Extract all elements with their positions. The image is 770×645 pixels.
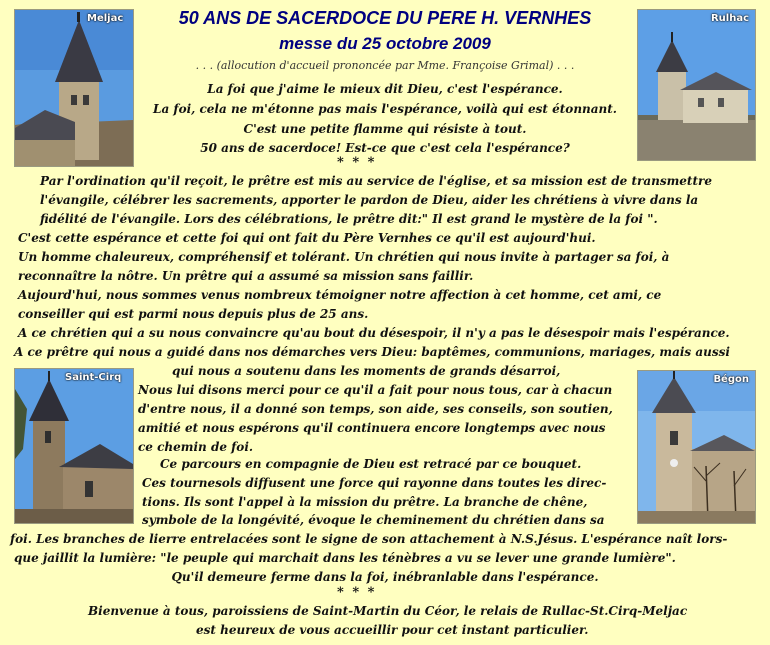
body-line: C'est cette espérance et cette foi qui ont fait du Père Vernhes ce qu'il est aujourd'hui. <box>18 231 596 245</box>
saint-cirq-church-photo <box>14 368 134 524</box>
closing-line: est heureux de vous accueillir pour cet instant particulier. <box>196 623 589 637</box>
body-line: qui nous a soutenu dans les moments de grands désarroi, <box>172 364 561 378</box>
rulhac-church-image <box>638 10 755 160</box>
poem-line: La foi que j'aime le mieux dit Dieu, c'est l'espérance. <box>207 82 563 96</box>
body-line: symbole de la longévité, évoque le cheminement du chrétien dans sa <box>142 513 605 527</box>
body-line: tions. Ils sont l'appel à la mission du prêtre. La branche de chêne, <box>142 495 588 509</box>
body-line: Ce parcours en compagnie de Dieu est retracé par ce bouquet. <box>160 457 582 471</box>
body-line: foi. Les branches de lierre entrelacées sont le signe de son attachement à N.S.Jésus. L'espérance naît lors- <box>10 532 728 546</box>
body-line: amitié et nous espérons qu'il continuera encore longtemps avec nous <box>138 421 606 435</box>
closing-line: Bienvenue à tous, paroissiens de Saint-Martin du Céor, le relais de Rullac-St.Cirq-Meljac <box>88 604 688 618</box>
meljac-church-image <box>15 10 133 166</box>
meljac-caption: Meljac <box>87 13 124 24</box>
body-line: que jaillit la lumière: "le peuple qui marchait dans les ténèbres a vu se lever une grande lumière". <box>14 551 676 565</box>
body-line: A ce prêtre qui nous a guidé dans nos démarches vers Dieu: baptêmes, communions, mariages, mais aussi <box>14 345 730 359</box>
separator-stars: * * * <box>337 155 377 170</box>
speech-note: . . . (allocution d'accueil prononcée par Mme. Françoise Grimal) . . . <box>195 59 575 72</box>
begon-church-photo <box>637 370 756 524</box>
begon-caption: Bégon <box>713 374 749 385</box>
saint-cirq-church-image <box>15 369 133 523</box>
rulhac-church-photo <box>637 9 756 161</box>
page-title: 50 ANS DE SACERDOCE DU PERE H. VERNHES <box>178 8 592 28</box>
poem-line: C'est une petite flamme qui résiste à tout. <box>243 122 527 136</box>
meljac-church-photo <box>14 9 134 167</box>
body-line: fidélité de l'évangile. Lors des célébrations, le prêtre dit:" Il est grand le mystère de la foi ". <box>40 212 658 226</box>
begon-church-image <box>638 371 755 523</box>
poem-line: La foi, cela ne m'étonne pas mais l'espérance, voilà qui est étonnant. <box>153 102 617 116</box>
body-line: Aujourd'hui, nous sommes venus nombreux témoigner notre affection à cet homme, cet ami, ce <box>18 288 662 302</box>
body-line: Qu'il demeure ferme dans la foi, inébranlable dans l'espérance. <box>171 570 599 584</box>
body-line: d'entre nous, il a donné son temps, son aide, ses conseils, son soutien, <box>138 402 613 416</box>
body-line: Un homme chaleureux, compréhensif et tolérant. Un chrétien qui nous invite à partager sa foi, à <box>18 250 670 264</box>
body-line: ce chemin de foi. <box>138 440 254 454</box>
body-line: Par l'ordination qu'il reçoit, le prêtre est mis au service de l'église, et sa mission est de transmettre <box>40 174 712 188</box>
body-line: conseiller qui est parmi nous depuis plus de 25 ans. <box>18 307 369 321</box>
body-line: reconnaître la nôtre. Un prêtre qui a assumé sa mission sans faillir. <box>18 269 474 283</box>
saint-cirq-caption: Saint-Cirq <box>65 372 122 383</box>
rulhac-caption: Rulhac <box>710 13 749 24</box>
body-line: l'évangile, célébrer les sacrements, apporter le pardon de Dieu, aider les chrétiens à vivre dans la <box>40 193 699 207</box>
body-line: A ce chrétien qui a su nous convaincre qu'au bout du désespoir, il n'y a pas le désespoir mais l'espérance. <box>18 326 730 340</box>
page-subtitle: messe du 25 octobre 2009 <box>279 34 491 53</box>
body-line: Ces tournesols diffusent une force qui rayonne dans toutes les direc- <box>142 476 607 490</box>
body-line: Nous lui disons merci pour ce qu'il a fait pour nous tous, car à chacun <box>138 383 613 397</box>
poem-line: 50 ans de sacerdoce! Est-ce que c'est cela l'espérance? <box>200 141 570 155</box>
separator-stars: * * * <box>337 585 377 600</box>
